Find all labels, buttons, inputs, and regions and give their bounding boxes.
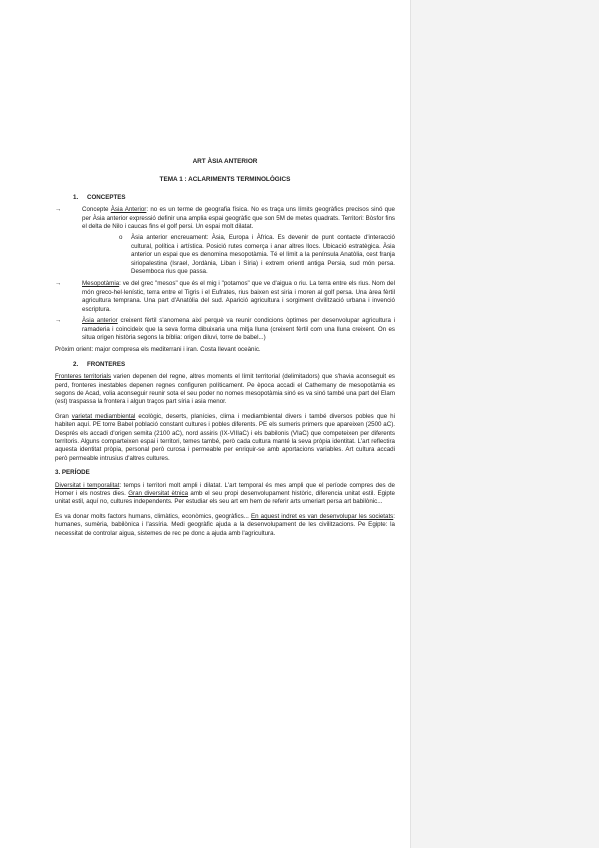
section-heading-periode: 3. PERÍODE (55, 469, 90, 477)
term-diversitat: Diversitat i temporalitat (55, 481, 120, 489)
document-subtitle: TEMA 1 : ACLARIMENTS TERMINOLÒGICS (159, 176, 291, 184)
term-asia-anterior: Àsia Anterior (110, 206, 147, 214)
bullet-text: creixent fèrtil s'anomena així perquè va reunir condicions òptimes per desenvolupar agricultura i ramaderia i coincideix que la seva forma dibuixaria una mitja lluna (creixent fèrtil com una lluna creixent. On es situa origen història segons la bíblia: origen diluvi, torre de babel...) (82, 317, 395, 341)
section-title: FRONTERES (87, 360, 126, 368)
term-societats: En aquest indret es van desenvolupar les societats (250, 512, 394, 520)
section-number: 2. (73, 360, 79, 368)
term-diversitat-etnica: Gran diversitat ètnica (128, 490, 189, 497)
paragraph-lead: Gran (55, 412, 72, 420)
circle-bullet-icon: o (119, 234, 123, 242)
paragraph-text: ecològic, deserts, planícies, clima i mediambiental divers i també diversos pobles que hi habiten aquí. PE torre Babel població constant cultures i pobles diferents. PE els sumeris primers que apareixen (2500 aC). Després els accadi d'origen semita (2100 aC), nord assiris (IX-VIIIaC) i els babilonis (VIaC) que competeixen per diferents territoris. Alguns comparteixen espai i territori, temes també, però cada cultura manté la seva pròpia identitat. L'art reflectira aquesta identitat pròpia, personal però curosa i permeable per enriquir-se amb aportacions variables. Art cultura accadi però permeable intrusius d'altres cultures. (55, 412, 395, 462)
arrow-bullet-icon: → (55, 280, 62, 288)
paragraph-fronteres-2 (55, 413, 395, 463)
paragraph-periode-2 (55, 513, 395, 538)
bullet-lead: Concepte (82, 206, 111, 214)
list-item-asia-anterior (55, 317, 395, 342)
paragraph-text-2: : humanes, sumèria, babilònica i l'assíria. Medi geogràfic ajuda a la desenvolupament de les civilitzacions. Pe Egipte: la necessitat de controlar aigua, sistemes de rec pe donc a ajuda amb l'agricultura. (55, 512, 395, 537)
section-heading-conceptes (55, 194, 395, 202)
list-item-concepte (55, 206, 395, 231)
sub-list-item (55, 234, 395, 276)
bullet-text: : ve del grec "mesos" que és el mig i "potamos" que ve d'aigua o riu. La terra entre els rius. Nom del món greco-hel·lenístic, terra entre el Tigris i el Eufrates, rius baixen est siria i moren al golf persa. Una àrea fèrtil agricultura temprana. Una part d'Anatòlia del sud. Aparició agricultura i sorgiment civilització urbana i invenció escriptura. (82, 280, 395, 313)
arrow-bullet-icon: → (55, 317, 62, 325)
section-title: CONCEPTES (87, 193, 126, 201)
paragraph-text-2: amb el seu propi desenvolupament històric, diferencia unitat estil. Egipte unitat estil, aquí no, cultures independents. Per estudiar els seu art em hem de referir arts umeriart persa art babilònic... (55, 490, 395, 506)
term-asia-anterior-2: Àsia anterior (82, 317, 118, 325)
comment-margin-pane (410, 0, 599, 848)
document-title: ART ÀSIA ANTERIOR (192, 158, 258, 165)
paragraph-proxim-orient: Pròxim orient: major compresa els mediterrani i iran. Costa llevant oceànic. (55, 346, 261, 354)
paragraph-text: : temps i territori molt ampli i dilatat. L'art temporal és mes ampli que el període compres des de Homer i els nostres dies. (55, 481, 395, 497)
term-fronteres: Fronteres territorials (55, 373, 112, 381)
term-varietat: varietat mediambiental (71, 412, 136, 420)
paragraph-text: Es va donar molts factors humans, climàtics, econòmics, geogràfics... (55, 512, 251, 520)
term-mesopotamia: Mesopotàmia (82, 280, 120, 288)
list-item-mesopotamia (55, 280, 395, 314)
arrow-bullet-icon: → (55, 206, 62, 214)
document-body (55, 158, 395, 544)
section-number: 1. (73, 193, 79, 201)
bullet-text: : no es un terme de geografia física. No es traça uns límits geogràfics precisos sinó que per Àsia anterior expressió definir una amplia espai geogràfic que son 5M de metes quadrats. Territori: Bòsfor fins el delta de Nilo i caucas fins el golf persi. Un espai molt dilatat. (82, 206, 395, 231)
sub-item-text: Àsia anterior encreuament: Àsia, Europa i Àfrica. Es devenir de punt contacte d'interacció cultural, política i artística. Posició rutes comerça i anar altres llocs. Ubicació estratègica. Àsia anterior un espai que es denomina mesopotàmia. Té el límit a la península Anatòlia, cest franja siriopalestina (Israel, Jordània, Liban i Síria) i extrem orientl antiga Persia, sud món persa. Desemboca rius que passa. (131, 234, 395, 276)
section-heading-fronteres (55, 361, 395, 369)
paragraph-text: varien depenen del regne, altres moments el límit territorial (delimitadors) que s'havia aconseguit es perd, fronteres inestables depenen regnes configuren políticament. Pe època accadi el Cathemany de mesopotàmia es segons de Acad, volia aconseguir reunir sota el seu poder no nomes mesopotàmia sinó es va sinó també una part del Elam (est) traspassa la frontera i algun traços part síria i asia menor. (55, 373, 395, 406)
paragraph-fronteres-1 (55, 373, 395, 407)
paragraph-periode-1 (55, 482, 395, 507)
